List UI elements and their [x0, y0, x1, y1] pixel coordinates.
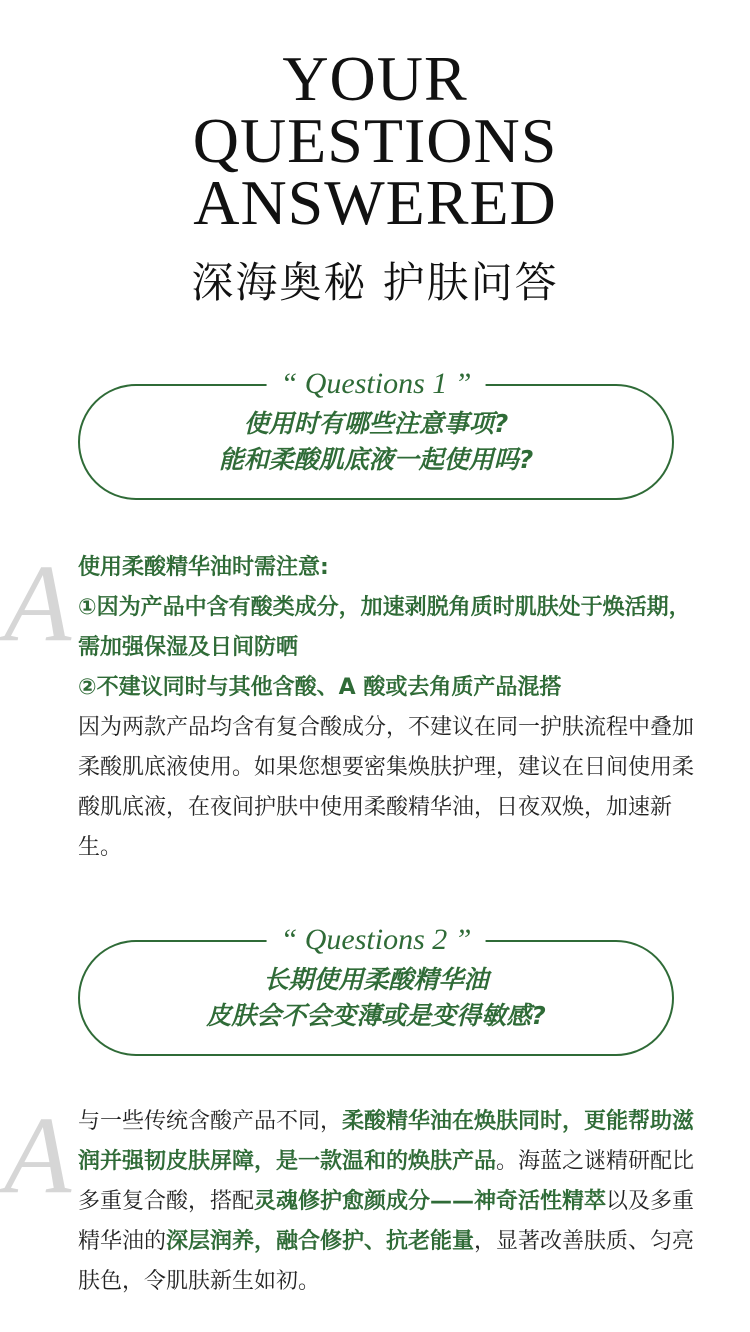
answer-2-seg-2: 柔酸精华油在焕肤同时，更能帮助滋润并强韧皮肤屏障，是一款温和的焕肤产品 — [78, 1109, 695, 1174]
answer-1-intro: 使用柔酸精华油时需注意: — [78, 555, 329, 580]
answer-2-seg-1: 与一些传统含酸产品不同， — [78, 1109, 343, 1134]
answer-1 — [78, 548, 708, 868]
answer-2-seg-7: ，显著改善肤质、匀亮肤色，令肌肤新生如初。 — [78, 1229, 695, 1294]
question-2-text — [78, 962, 674, 1034]
answer-2-letter: A — [4, 1094, 72, 1216]
question-1-block — [78, 367, 674, 498]
question-1-line-2: 能和柔酸肌底液一起使用吗? — [218, 445, 534, 474]
page-title — [0, 43, 750, 238]
title-line-3: ANSWERED — [193, 167, 557, 238]
answer-2-seg-4: 灵魂修护愈颜成分——神奇活性精萃 — [254, 1189, 607, 1214]
question-2-line-1: 长期使用柔酸精华油 — [263, 965, 489, 994]
answer-1-body: 因为两款产品均含有复合酸成分，不建议在同一护肤流程中叠加柔酸肌底液使用。如果您想要密集焕肤护理，建议在日间使用柔酸肌底液，在夜间护肤中使用柔酸精华油，日夜双焕，加速新生。 — [78, 715, 695, 860]
question-1-label: “ Questions 1 ” — [267, 364, 486, 404]
answer-2-seg-6: 深层润养，融合修护、抗老能量 — [166, 1229, 475, 1254]
question-2-line-2: 皮肤会不会变薄或是变得敏感? — [206, 1001, 546, 1030]
answer-2 — [78, 1102, 708, 1302]
answer-1-letter: A — [4, 542, 72, 664]
question-2-block — [78, 923, 674, 1054]
title-line-2: QUESTIONS — [192, 105, 558, 176]
answer-2-text — [78, 1102, 708, 1302]
question-1-text — [78, 406, 674, 478]
question-2-label: “ Questions 2 ” — [267, 920, 486, 960]
page-subtitle: 深海奥秘 护肤问答 — [191, 258, 559, 307]
answer-2-seg-5: 以及多重精华油的 — [78, 1189, 695, 1254]
answer-2-seg-3: 。海蓝之谜精研配比多重复合酸，搭配 — [78, 1149, 695, 1214]
answer-1-point-2: ②不建议同时与其他含酸、A 酸或去角质产品混搭 — [78, 675, 562, 700]
title-line-1: YOUR — [282, 43, 468, 114]
question-1-line-1: 使用时有哪些注意事项? — [243, 409, 509, 438]
answer-1-point-1: ①因为产品中含有酸类成分，加速剥脱角质时肌肤处于焕活期，需加强保湿及日间防晒 — [78, 595, 691, 660]
